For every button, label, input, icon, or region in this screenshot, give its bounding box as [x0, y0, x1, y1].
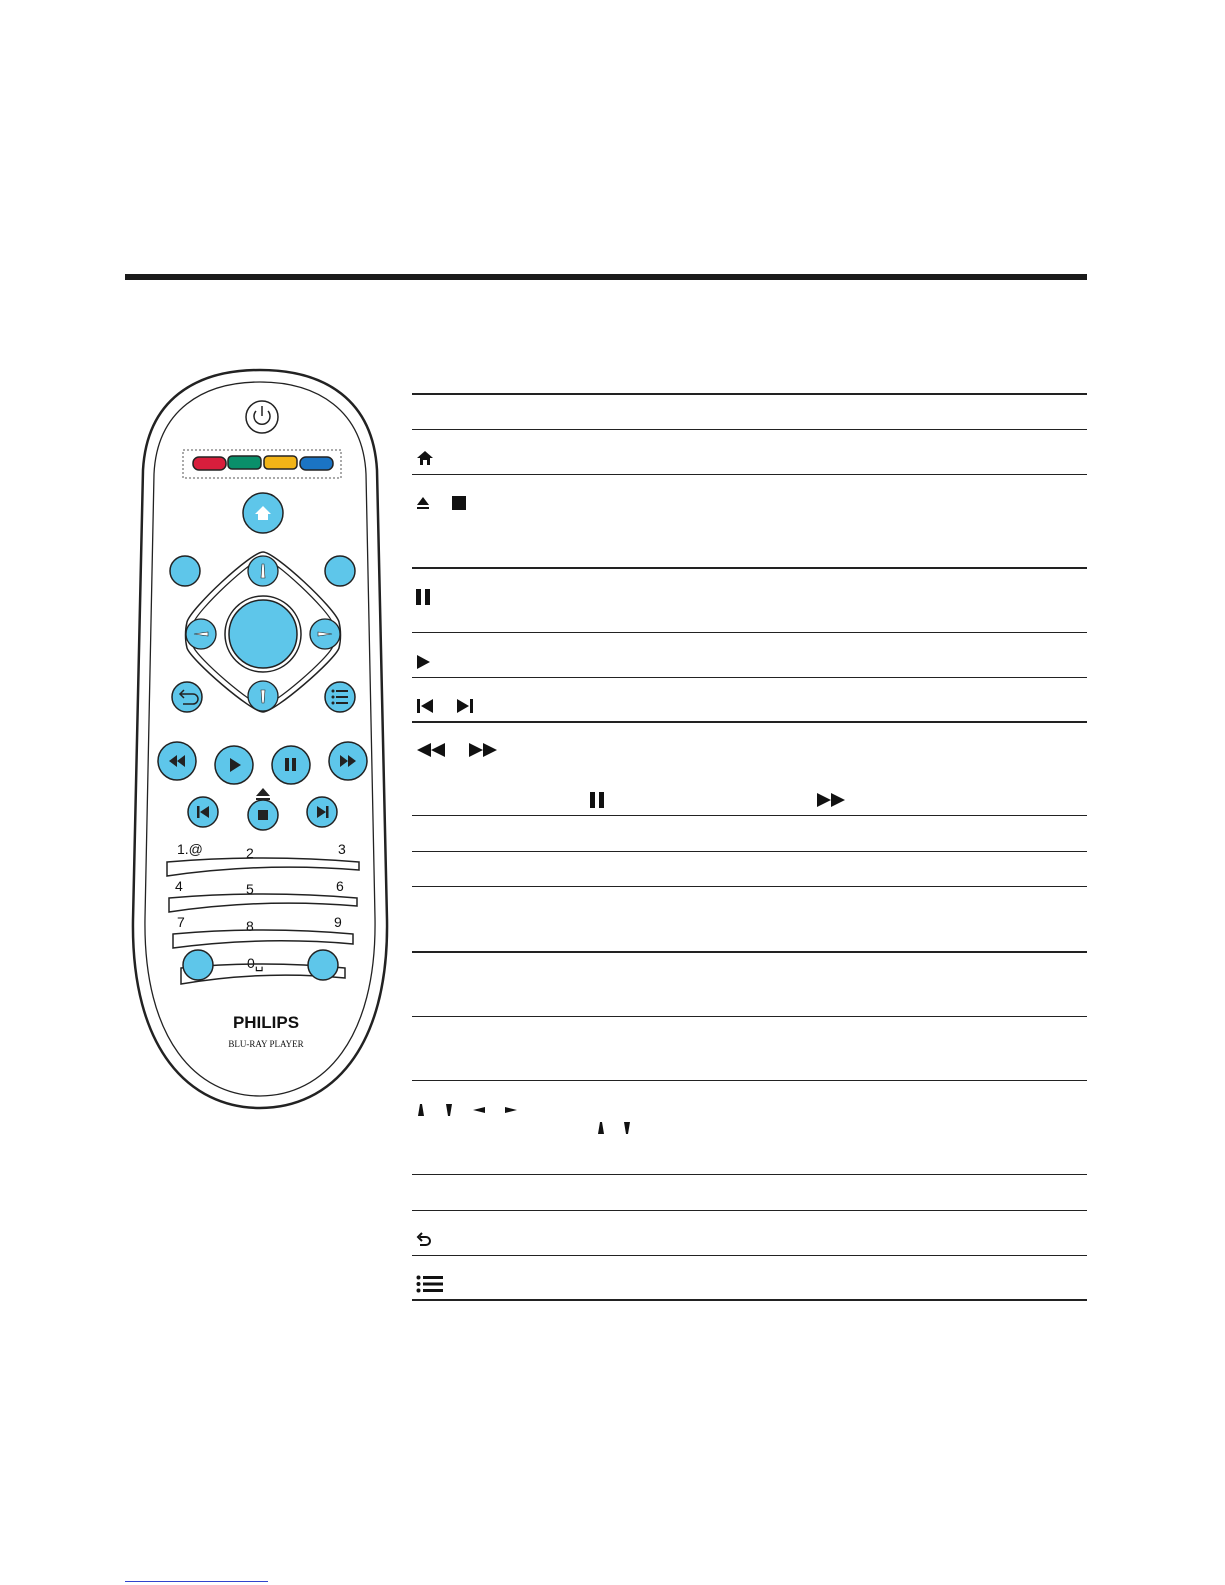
remote-brand: PHILIPS — [232, 1013, 300, 1032]
key-9: 9 — [334, 914, 342, 930]
fast-forward-icon — [468, 742, 498, 758]
bottom-left-button[interactable] — [183, 950, 213, 980]
table-rule — [412, 886, 1087, 887]
footer-link-underline[interactable] — [125, 1581, 268, 1582]
back-icon — [416, 1231, 432, 1247]
up-icon — [416, 1103, 426, 1117]
previous-button[interactable] — [188, 797, 218, 827]
table-rule — [412, 567, 1087, 569]
left-icon — [472, 1105, 486, 1115]
button-table — [412, 393, 1087, 1303]
table-rule — [412, 677, 1087, 678]
top-right-button[interactable] — [325, 556, 355, 586]
fast-forward-button[interactable] — [329, 742, 367, 780]
pause-icon — [416, 589, 430, 605]
rewind-icon — [416, 742, 446, 758]
next-icon — [456, 698, 474, 714]
right-button[interactable] — [310, 619, 340, 649]
key-5: 5 — [246, 881, 254, 897]
play-icon — [416, 654, 430, 670]
table-rule — [412, 393, 1087, 395]
table-rule — [412, 851, 1087, 852]
table-rule — [412, 951, 1087, 953]
key-6: 6 — [336, 878, 344, 894]
top-left-button[interactable] — [170, 556, 200, 586]
table-rule — [412, 1210, 1087, 1211]
row-home — [416, 450, 434, 466]
stop-button[interactable] — [248, 800, 278, 830]
table-rule — [412, 815, 1087, 816]
ok-button[interactable] — [225, 596, 301, 672]
down-button[interactable] — [248, 681, 278, 711]
bottom-right-button[interactable] — [308, 950, 338, 980]
table-rule — [412, 1299, 1087, 1301]
section-rule — [125, 274, 1087, 280]
row-back — [416, 1231, 432, 1247]
row-rewind-ff — [416, 742, 498, 758]
pause-button[interactable] — [272, 746, 310, 784]
up-icon-inline — [596, 1121, 606, 1135]
home-button[interactable] — [243, 493, 283, 533]
table-rule — [412, 1080, 1087, 1081]
table-rule — [412, 474, 1087, 475]
left-button[interactable] — [186, 619, 216, 649]
previous-icon — [416, 698, 434, 714]
back-button[interactable] — [172, 682, 202, 712]
remote-control-illustration — [125, 360, 395, 1120]
right-icon — [504, 1105, 518, 1115]
key-3: 3 — [338, 841, 346, 857]
row-navigation — [416, 1103, 518, 1117]
next-button[interactable] — [307, 797, 337, 827]
row-play — [416, 654, 430, 670]
table-rule — [412, 1016, 1087, 1017]
key-0: 0␣ — [247, 955, 264, 971]
options-icon — [416, 1275, 444, 1293]
home-icon — [416, 450, 434, 466]
up-button[interactable] — [248, 556, 278, 586]
down-icon-inline — [622, 1121, 632, 1135]
play-button[interactable] — [215, 746, 253, 784]
rewind-button[interactable] — [158, 742, 196, 780]
pause-icon-inline — [590, 792, 604, 808]
row-eject-stop — [416, 495, 466, 511]
row-options — [416, 1275, 444, 1293]
table-rule — [412, 1174, 1087, 1175]
table-rule — [412, 721, 1087, 723]
fast-forward-icon-inline — [816, 792, 846, 808]
table-rule — [412, 632, 1087, 633]
stop-icon — [452, 496, 466, 510]
table-rule — [412, 429, 1087, 430]
down-icon — [444, 1103, 454, 1117]
key-2: 2 — [246, 845, 254, 861]
options-button[interactable] — [325, 682, 355, 712]
key-8: 8 — [246, 918, 254, 934]
power-button[interactable] — [246, 401, 278, 433]
key-7: 7 — [177, 914, 185, 930]
table-rule — [412, 1255, 1087, 1256]
row-pause — [416, 589, 430, 605]
key-1: 1.@ — [177, 841, 203, 857]
key-4: 4 — [175, 878, 183, 894]
eject-icon — [416, 495, 430, 511]
row-prev-next — [416, 698, 474, 714]
remote-model: BLU-RAY PLAYER — [228, 1039, 304, 1049]
